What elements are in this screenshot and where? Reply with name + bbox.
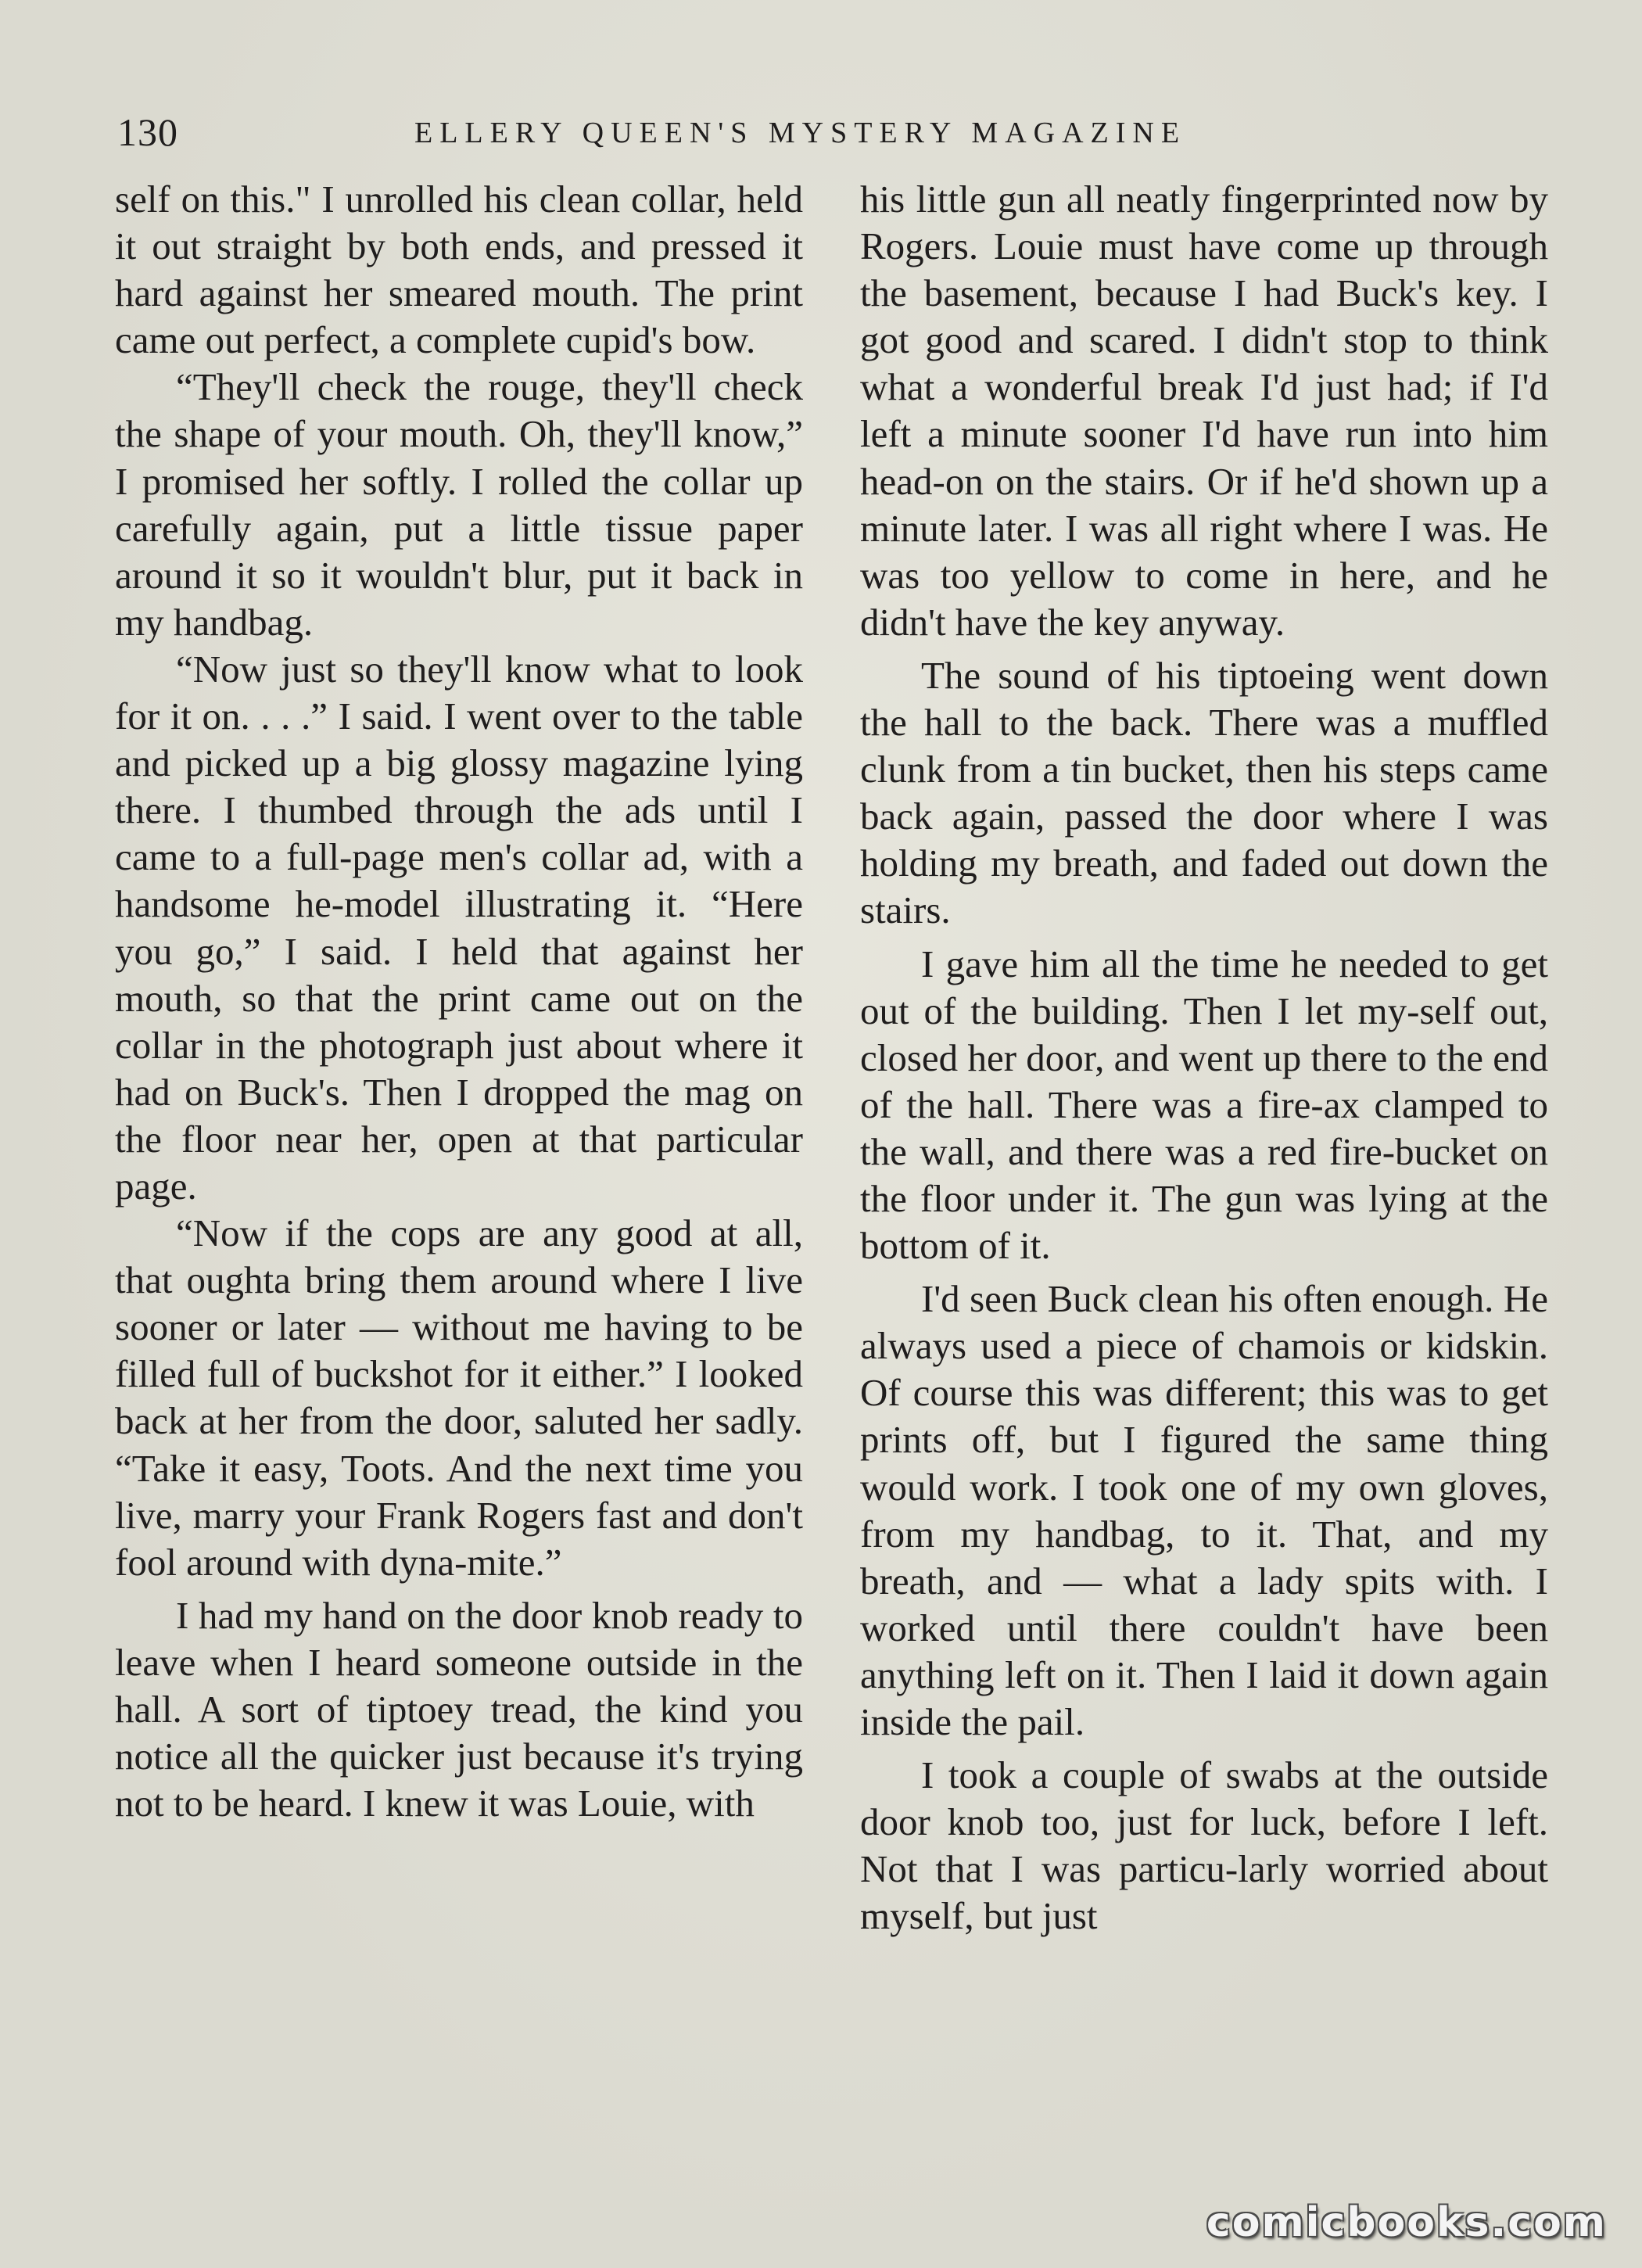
paragraph: “They'll check the rouge, they'll check the shape of your mouth. Oh, they'll know,” I promised her softly. I rolled the collar up carefully again, put a little tissue paper around it so it wouldn't blur, put it back in my handbag. [115, 365, 803, 644]
page-number: 130 [117, 110, 178, 154]
left-column [115, 176, 803, 1827]
paragraph: I gave him all the time he needed to get out of the building. Then I let my-self out, closed her door, and went up there to the end of the hall. There was a fire-ax clamped to the wall, and there was a red fire-bucket on the floor under it. The gun was lying at the bottom of it. [860, 942, 1548, 1268]
paragraph: I had my hand on the door knob ready to leave when I heard someone outside in the hall. A sort of tiptoey tread, the kind you notice all the quicker just because it's trying not to be heard. I knew it was Louie, with [115, 1593, 803, 1825]
paragraph: his little gun all neatly fingerprinted now by Rogers. Louie must have come up through the basement, because I had Buck's key. I got good and scared. I didn't stop to think what a wonderful break I'd just had; if I'd left a minute sooner I'd have run into him head-on on the stairs. Or if he'd shown up a minute later. I was all right where I was. He was too yellow to come in here, and he didn't have the key anyway. [860, 178, 1548, 644]
paragraph: The sound of his tiptoeing went down the hall to the back. There was a muffled clunk from a tin bucket, then his steps came back again, passed the door where I was holding my breath, and faded out down the stairs. [860, 653, 1548, 932]
page-header [117, 109, 1556, 156]
paragraph: “Now just so they'll know what to look for it on. . . .” I said. I went over to the table and picked up a big glossy magazine lying there. I thumbed through the ads until I came to a full-page men's collar ad, with a handsome he-model illustrating it. “Here you go,” I said. I held that against her mouth, so that the print came out on the collar in the photograph just about where it had on Buck's. Then I dropped the mag on the floor near her, open at that particular page. [115, 647, 803, 1208]
paragraph: I took a couple of swabs at the outside door knob too, just for luck, before I left. Not that I was particu-larly worried about myself, but just [860, 1753, 1548, 1938]
right-column [860, 176, 1548, 1940]
site-watermark: comicbooks.com [1206, 2199, 1607, 2246]
paragraph: I'd seen Buck clean his often enough. He always used a piece of chamois or kidskin. Of course this was different; this was to get prints off, but I figured the same thing would work. I took one of my own gloves, from my handbag, to it. That, and my breath, and — what a lady spits with. I worked until there couldn't have been anything left on it. Then I laid it down again inside the pail. [860, 1277, 1548, 1743]
paragraph: self on this." I unrolled his clean collar, held it out straight by both ends, and pressed it hard against her smeared mouth. The print came out perfect, a complete cupid's bow. [115, 178, 803, 362]
running-title: ELLERY QUEEN'S MYSTERY MAGAZINE [414, 117, 1187, 149]
paragraph: “Now if the cops are any good at all, that oughta bring them around where I live sooner or later — without me having to be filled full of buckshot for it either.” I looked back at her from the door, saluted her sadly. “Take it easy, Toots. And the next time you live, marry your Frank Rogers fast and don't fool around with dyna-mite.” [115, 1211, 803, 1584]
